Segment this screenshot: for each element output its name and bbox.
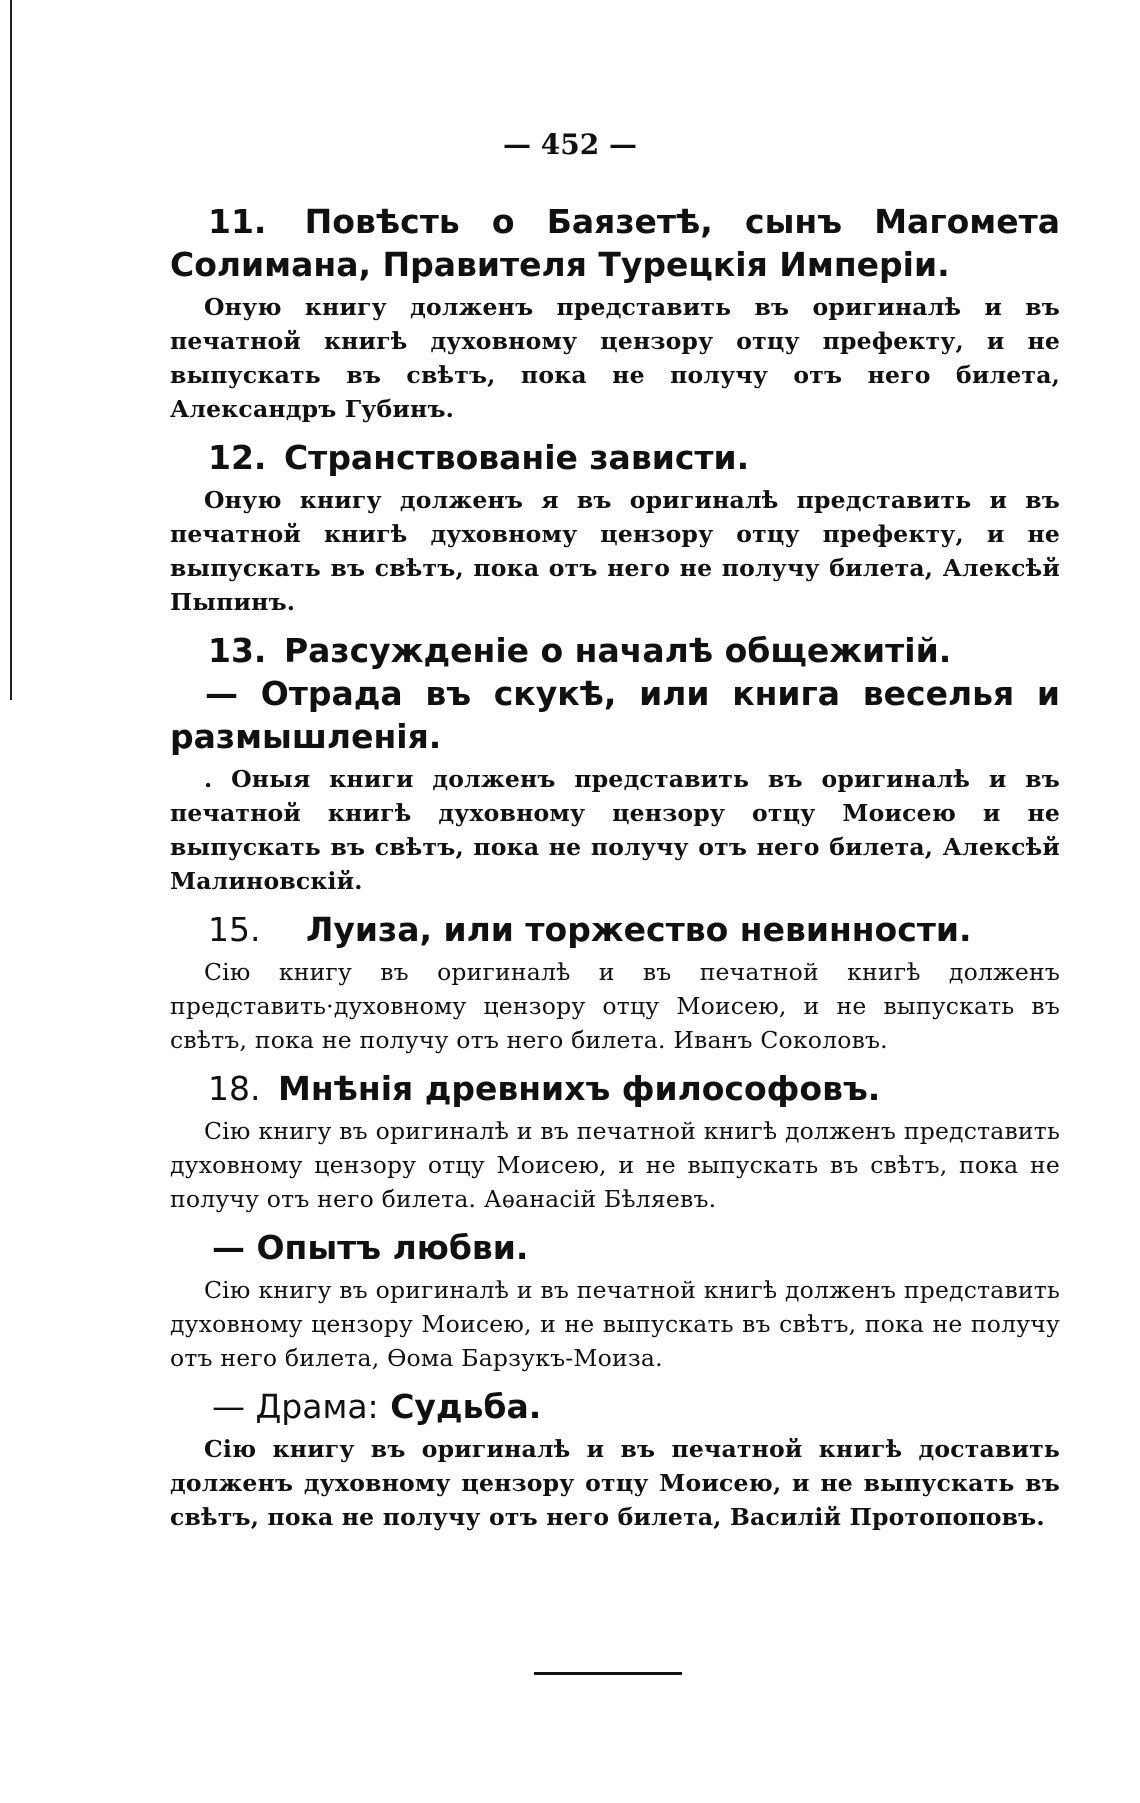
entry-title: — Опытъ любви.: [212, 1228, 529, 1267]
entry-title: [170, 1385, 1060, 1428]
entry-body: Сію книгу въ оригиналѣ и въ печатной книгѣ долженъ представить·духовному цензору отцу Моисею, и не выпускать въ свѣтъ, пока не получу отъ него билета. Иванъ Соколовъ.: [170, 958, 1060, 1054]
entry-title-text: Судьба.: [390, 1387, 542, 1426]
entry-body: Сію книгу въ оригиналѣ и въ печатной книгѣ долженъ представить духовному цензору Моисею, и не выпускать въ свѣтъ, пока не получу отъ него билета, Ѳома Барзукъ-Моиза.: [170, 1276, 1060, 1372]
entry-title: [170, 629, 1060, 672]
entry-title-text: Луиза, или торжество невинности.: [305, 910, 972, 949]
entry-title: [170, 200, 1060, 286]
entry-title: [170, 908, 1060, 951]
entry-13: [170, 629, 1060, 898]
entry-title-text: Повѣсть о Баязетѣ, сынъ Магомета Солимана, Правителя Турецкія Имперіи.: [170, 202, 1060, 284]
entry-body: Сію книгу въ оригиналѣ и въ печатной книгѣ долженъ представить духовному цензору отцу Моисею, и не выпускать въ свѣтъ, пока не получу отъ него билета. Аѳанасій Бѣляевъ.: [170, 1117, 1060, 1213]
entry-number: 11.: [208, 202, 267, 241]
catalog-entries: [170, 200, 1060, 1544]
entry-title-text: Разсужденіе о началѣ общежитій.: [283, 631, 952, 670]
entry-number: 18.: [208, 1069, 261, 1108]
entry-opyt-lyubvi: [170, 1226, 1060, 1375]
entry-title: [170, 1067, 1060, 1110]
entry-15: [170, 908, 1060, 1057]
entry-body: Оную книгу долженъ представить въ оригиналѣ и въ печатной книгѣ духовному цензору отцу префекту, и не выпускать въ свѣтъ, пока не получу отъ него билета, Александръ Губинъ.: [170, 293, 1060, 423]
entry-body: Сію книгу въ оригиналѣ и въ печатной книгѣ доставить долженъ духовному цензору отцу Моисею, и не выпускать въ свѣтъ, пока не получу отъ него билета, Василій Протопоповъ.: [170, 1435, 1060, 1531]
page-number: — 452 —: [503, 128, 637, 161]
entry-18: [170, 1067, 1060, 1216]
entry-body: . Оныя книги долженъ представить въ оригиналѣ и въ печатной книгѣ духовному цензору отцу Моисею и не выпускать въ свѣтъ, пока не получу отъ него билета, Алексѣй Малиновскій.: [170, 765, 1060, 895]
entry-body: Оную книгу долженъ я въ оригиналѣ представить и въ печатной книгѣ духовному цензору отцу префекту, и не выпускать въ свѣтъ, пока отъ него не получу билета, Алексѣй Пыпинъ.: [170, 486, 1060, 616]
entry-11: [170, 200, 1060, 426]
entry-number: 12.: [208, 438, 267, 477]
entry-12: [170, 436, 1060, 619]
entry-title-text: Мнѣнія древнихъ философовъ.: [277, 1069, 881, 1108]
entry-number: 15.: [208, 910, 261, 949]
scan-margin-line: [10, 0, 12, 700]
end-rule: [534, 1672, 682, 1675]
entry-drama-sudba: [170, 1385, 1060, 1534]
entry-number: 13.: [208, 631, 267, 670]
entry-title-prefix: — Драма:: [212, 1387, 379, 1426]
entry-title: [170, 436, 1060, 479]
entry-subtitle: — Отрада въ скукѣ, или книга веселья и размышленія.: [170, 674, 1060, 756]
entry-title-text: Странствованіе зависти.: [283, 438, 750, 477]
